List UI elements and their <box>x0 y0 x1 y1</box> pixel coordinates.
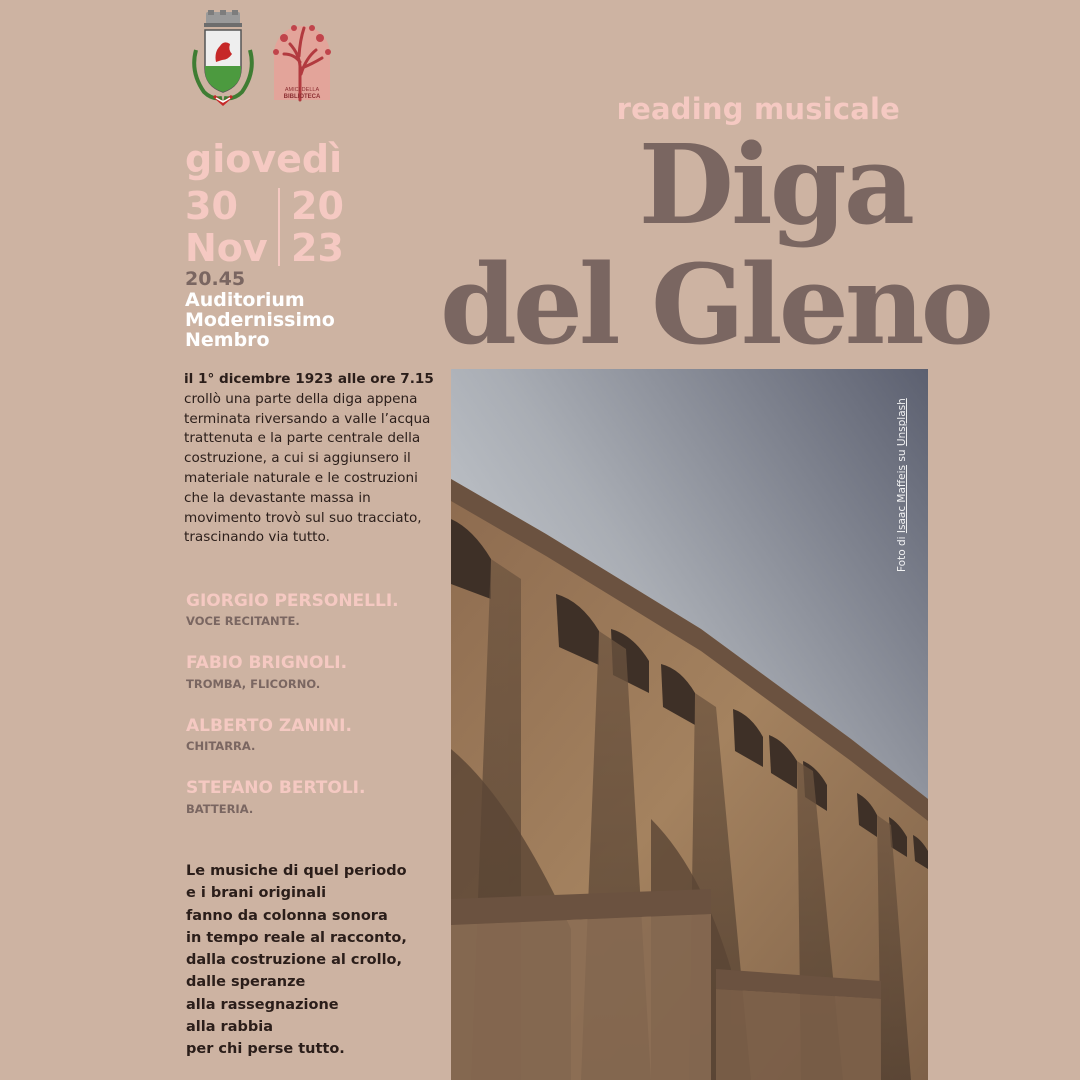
closing-line: e i brani originali <box>186 885 327 902</box>
event-title-line2: del Gleno <box>440 240 991 369</box>
event-year-part1: 20 <box>291 184 344 228</box>
credit-prefix: Foto di <box>896 533 908 572</box>
credit-site-link[interactable]: Unsplash <box>896 398 908 447</box>
performer-role: BATTERIA. <box>186 802 254 816</box>
description-body: crollò una parte della diga appena terminata riversando a valle l’acqua trattenuta e la parte centrale della costruzione, a cui si aggiunsero il materiale naturale e le costruzioni che la devastante massa in movimento trovò sul suo tracciato, trascinando via tutto. <box>184 390 431 546</box>
friends-logo-line2: BIBLIOTECA <box>283 94 321 100</box>
event-weekday: giovedì <box>185 137 343 181</box>
performer-role: CHITARRA. <box>186 739 256 753</box>
credit-author-link[interactable]: Isaac Maffeis <box>896 464 908 534</box>
performer-name: GIORGIO PERSONELLI. <box>186 591 399 611</box>
friends-logo-line1: AMICI DELLA <box>284 87 320 93</box>
credit-middle: su <box>896 446 908 465</box>
library-friends-logo <box>266 14 338 104</box>
closing-line: per chi perse tutto. <box>186 1041 345 1058</box>
event-time: 20.45 <box>185 268 246 290</box>
event-venue <box>185 290 335 350</box>
performer-name: FABIO BRIGNOLI. <box>186 653 348 673</box>
closing-line: dalle speranze <box>186 974 306 991</box>
event-month: Nov <box>185 226 268 270</box>
venue-line1: Auditorium <box>185 289 305 311</box>
performer-name: STEFANO BERTOLI. <box>186 778 366 798</box>
photo-credit <box>896 398 908 572</box>
closing-line: Le musiche di quel periodo <box>186 863 407 879</box>
closing-line: alla rassegnazione <box>186 996 339 1013</box>
date-divider <box>278 188 280 266</box>
venue-line2: Modernissimo <box>185 309 335 331</box>
municipal-crest-icon <box>188 10 258 106</box>
performer-role: VOCE RECITANTE. <box>186 614 300 628</box>
performer-name: ALBERTO ZANINI. <box>186 716 352 736</box>
closing-text <box>186 860 436 1061</box>
event-description <box>184 370 434 548</box>
performer-role: TROMBA, FLICORNO. <box>186 677 321 691</box>
description-lead: il 1° dicembre 1923 alle ore 7.15 <box>184 371 434 387</box>
event-subtitle: reading musicale <box>616 92 900 126</box>
closing-line: fanno da colonna sonora <box>186 907 388 924</box>
dam-photo <box>451 369 928 1080</box>
closing-line: alla rabbia <box>186 1019 274 1036</box>
event-title-line1: Diga <box>638 120 912 249</box>
event-day: 30 <box>185 184 238 228</box>
event-year-part2: 23 <box>291 226 344 270</box>
closing-line: dalla costruzione al crollo, <box>186 952 403 969</box>
closing-line: in tempo reale al racconto, <box>186 929 407 946</box>
venue-line3: Nembro <box>185 329 270 351</box>
